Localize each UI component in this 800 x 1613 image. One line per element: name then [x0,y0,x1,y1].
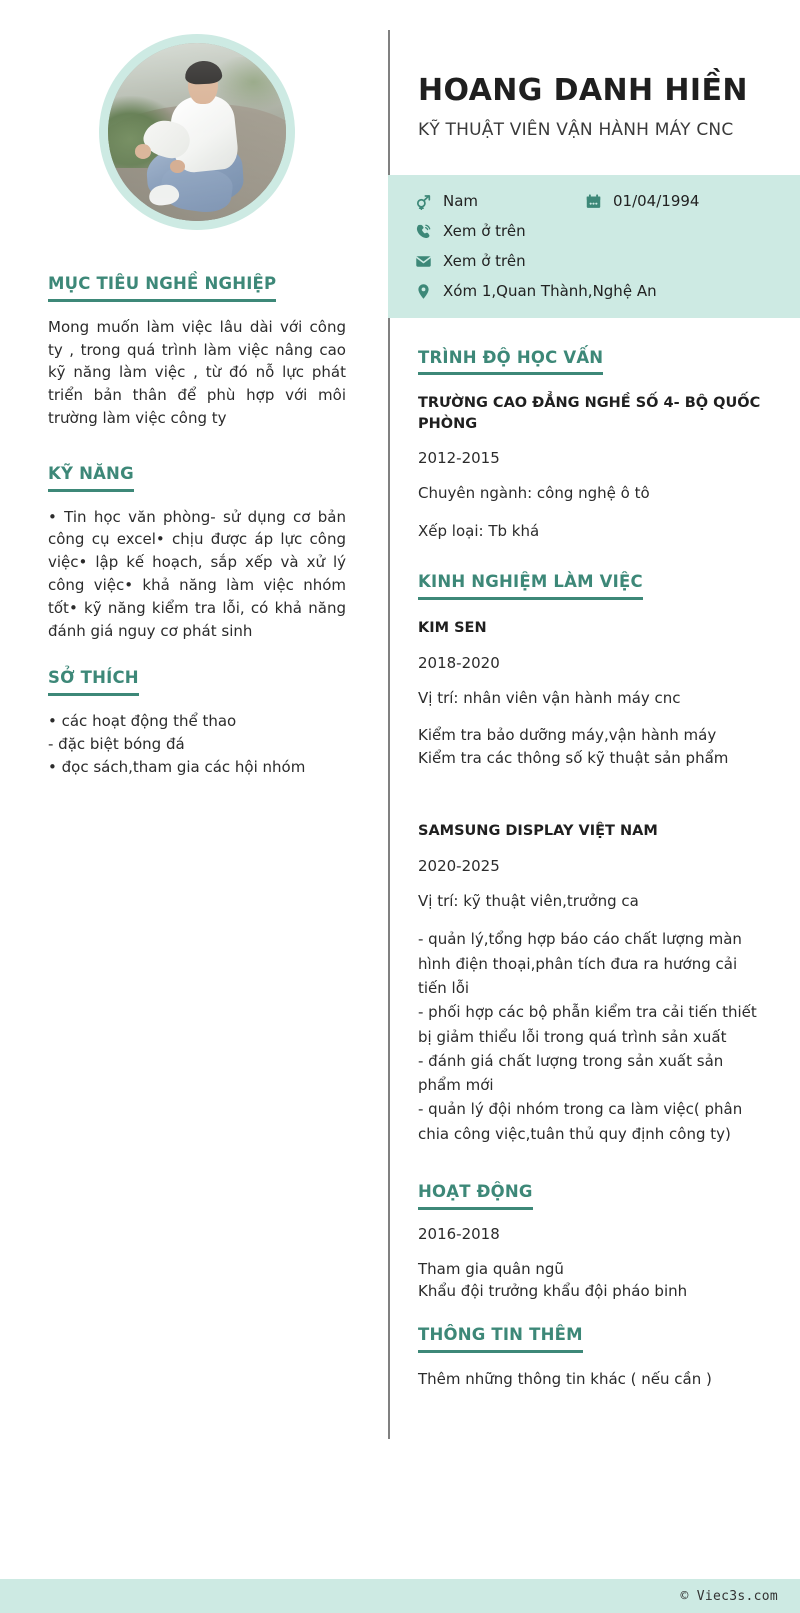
left-column [0,0,388,779]
calendar-icon [584,192,603,211]
education-school: TRƯỜNG CAO ĐẲNG NGHỀ SỐ 4- BỘ QUỐC PHÒNG [418,395,761,432]
envelope-icon [414,252,433,271]
footer-copyright: © Viec3s.com [680,1588,778,1604]
right-sections [388,318,800,1391]
experience-details: Kiểm tra bảo dưỡng máy,vận hành máy Kiểm tra các thông số kỹ thuật sản phẩm [418,726,729,767]
profile-photo [108,43,286,221]
section-additional-info [418,1325,770,1390]
education-years: 2012-2015 [418,449,500,468]
section-heading-additional: THÔNG TIN THÊM [418,1325,583,1353]
job-title: KỸ THUẬT VIÊN VẬN HÀNH MÁY CNC [418,119,734,140]
section-skills [48,464,346,643]
activities-years: 2016-2018 [418,1224,500,1243]
contact-panel [388,175,800,318]
education-major: Chuyên ngành: công nghệ ô tô [418,484,650,503]
gender-icon [414,192,433,211]
contact-email [414,252,776,271]
experience-company: KIM SEN [418,620,487,637]
section-heading-activities: HOẠT ĐỘNG [418,1182,533,1210]
contact-birthday-value: 01/04/1994 [613,192,700,210]
contact-address-value: Xóm 1,Quan Thành,Nghệ An [443,282,657,300]
experience-entry [418,821,770,1146]
contact-gender [414,192,574,211]
section-heading-experience: KINH NGHIỆM LÀM VIỆC [418,572,643,600]
contact-birthday [584,192,776,211]
contact-gender-value: Nam [443,192,479,210]
education-grade: Xếp loại: Tb khá [418,521,540,540]
activities-details: Tham gia quân ngũ Khẩu đội trưởng khẩu đội pháo binh [418,1259,688,1301]
page-title: HOANG DANH HIỀN [418,73,748,108]
section-heading-skills: KỸ NĂNG [48,464,134,492]
section-hobbies [48,668,346,778]
section-education [418,348,770,543]
contact-address [414,282,776,301]
experience-years: 2018-2020 [418,653,500,672]
right-column [388,0,800,1390]
section-heading-education: TRÌNH ĐỘ HỌC VẤN [418,348,603,376]
footer-bar [0,1579,800,1613]
experience-details: - quản lý,tổng hợp báo cáo chất lượng màn hình điện thoại,phân tích đưa ra hướng cải tiến lỗi - phối hợp các bộ phẫn kiểm tra cải tiến thiết bị giảm thiểu lỗi trong quá trình sản xuất - đánh giá chất lượng trong sản xuất sản phẩm mới - quản lý đội nhóm trong ca làm việc( phân chia công việc,tuân thủ quy định công ty) [418,930,757,1143]
section-activities [418,1182,770,1303]
experience-position: Vị trí: kỹ thuật viên,trưởng ca [418,891,639,910]
objective-text: Mong muốn làm việc lâu dài với công ty , trong quá trình làm việc nâng cao kỹ năng làm việc , từ đó nỗ lực phát triển bản thân để phù hợp với môi trường làm việc công ty [48,317,346,427]
section-experience [418,572,770,1146]
hobbies-text: • các hoạt động thể thao - đặc biệt bóng đá • đọc sách,tham gia các hội nhóm [48,712,306,776]
experience-years: 2020-2025 [418,856,500,875]
experience-position: Vị trí: nhân viên vận hành máy cnc [418,688,681,707]
section-career-objective [48,274,346,430]
phone-icon [414,222,433,241]
name-block [388,0,800,140]
experience-entry [418,618,770,769]
avatar [99,34,295,230]
skills-text: • Tin học văn phòng- sử dụng cơ bản công cụ excel• chịu được áp lực công việc• lập kế hoạch, sắp xếp và xử lý công việc• khả năng làm việc nhóm tốt• kỹ năng kiểm tra lỗi, có khả năng đánh giá nguy cơ phát sinh [48,507,346,640]
experience-company: SAMSUNG DISPLAY VIỆT NAM [418,823,658,840]
contact-phone-value: Xem ở trên [443,222,526,240]
entry-spacer [418,769,770,803]
contact-phone [414,222,776,241]
additional-text: Thêm những thông tin khác ( nếu cần ) [418,1369,712,1388]
contact-email-value: Xem ở trên [443,252,526,270]
section-heading-hobbies: SỞ THÍCH [48,668,139,696]
location-pin-icon [414,282,433,301]
section-heading-objective: MỤC TIÊU NGHỀ NGHIỆP [48,274,276,302]
